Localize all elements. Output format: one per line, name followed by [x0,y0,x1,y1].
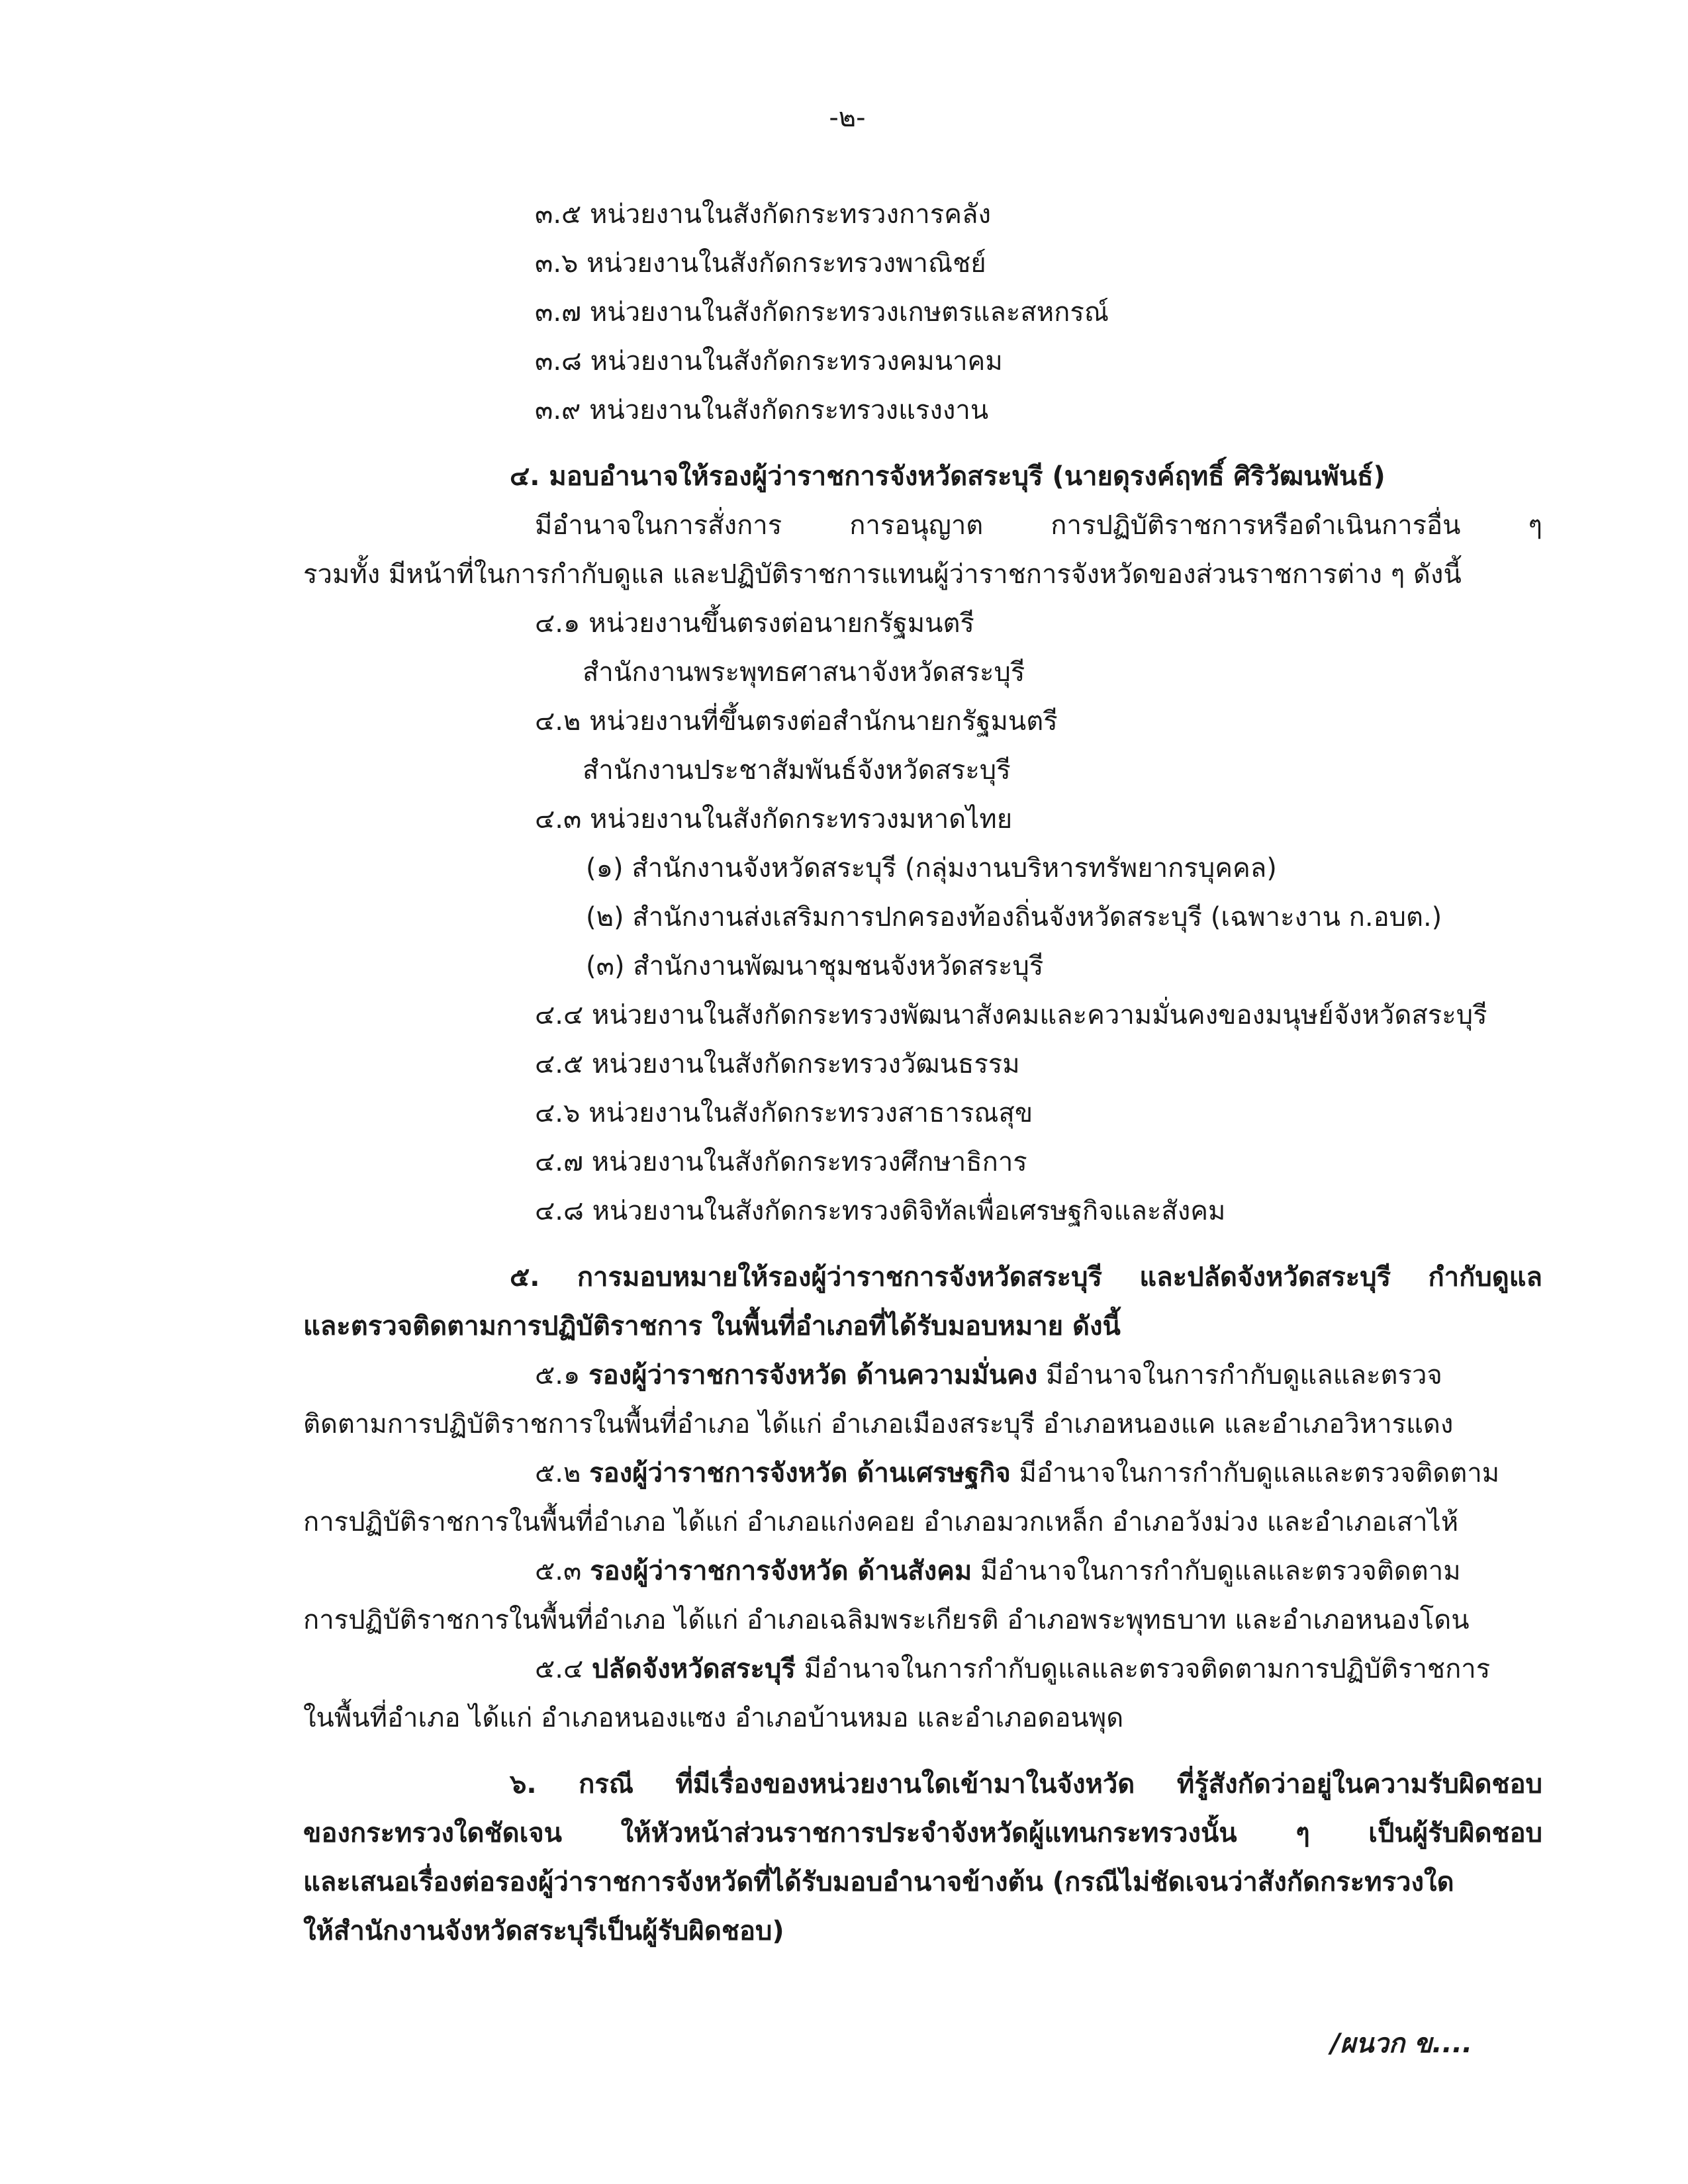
item-4-6: ๔.๖ หน่วยงานในสังกัดกระทรวงสาธารณสุข [535,1098,1033,1128]
item-4-5: ๔.๕ หน่วยงานในสังกัดกระทรวงวัฒนธรรม [535,1049,1020,1079]
item-3-9: ๓.๙ หน่วยงานในสังกัดกระทรวงแรงงาน [535,395,989,426]
item-4-3-sub-3: (๓) สำนักงานพัฒนาชุมชนจังหวัดสระบุรี [586,951,1044,981]
section4-intro-line1: มีอำนาจในการสั่งการ การอนุญาต การปฏิบัติราชการหรือดำเนินการอื่น ๆ [535,510,1542,541]
item-5-2-text: มีอำนาจในการกำกับดูแลและตรวจติดตาม [1019,1458,1500,1488]
item-4-2: ๔.๒ หน่วยงานที่ขึ้นตรงต่อสำนักนายกรัฐมนตรี [535,706,1058,737]
section6-line2: ของกระทรวงใดชัดเจน ให้หัวหน้าส่วนราชการประจำจังหวัดผู้แทนกระทรวงนั้น ๆ เป็นผู้รับผิดชอบ [303,1818,1542,1848]
item-5-3-number: ๕.๓ [535,1556,582,1586]
item-5-2-line2: การปฏิบัติราชการในพื้นที่อำเภอ ได้แก่ อำเภอแก่งคอย อำเภอมวกเหล็ก อำเภอวังม่วง และอำเภอเสาไห้ [303,1507,1459,1537]
item-4-4: ๔.๔ หน่วยงานในสังกัดกระทรวงพัฒนาสังคมและความมั่นคงของมนุษย์จังหวัดสระบุรี [535,1000,1487,1030]
item-3-5: ๓.๕ หน่วยงานในสังกัดกระทรวงการคลัง [535,199,992,230]
item-5-3-text: มีอำนาจในการกำกับดูแลและตรวจติดตาม [980,1556,1461,1586]
item-3-6: ๓.๖ หน่วยงานในสังกัดกระทรวงพาณิชย์ [535,248,986,279]
item-5-1-text: มีอำนาจในการกำกับดูแลและตรวจ [1046,1360,1442,1390]
section6-line3: และเสนอเรื่องต่อรองผู้ว่าราชการจังหวัดที่ได้รับมอบอำนาจข้างต้น (กรณีไม่ชัดเจนว่าสังกัดกระทรวงใด [303,1867,1454,1897]
section6-line1: ๖. กรณี ที่มีเรื่องของหน่วยงานใดเข้ามาในจังหวัด ที่รู้สังกัดว่าอยู่ในความรับผิดชอบ [510,1769,1542,1799]
item-5-4-number: ๕.๔ [535,1654,584,1684]
item-5-2-title: รองผู้ว่าราชการจังหวัด ด้านเศรษฐกิจ [589,1458,1011,1488]
item-4-3-sub-2: (๒) สำนักงานส่งเสริมการปกครองท้องถิ่นจังหวัดสระบุรี (เฉพาะงาน ก.อบต.) [586,902,1442,933]
item-5-3-title: รองผู้ว่าราชการจังหวัด ด้านสังคม [590,1556,972,1586]
item-5-1-title: รองผู้ว่าราชการจังหวัด ด้านความมั่นคง [588,1360,1038,1390]
section4-heading: ๔. มอบอำนาจให้รองผู้ว่าราชการจังหวัดสระบุรี (นายดุรงค์ฤทธิ์ ศิริวัฒนพันธ์) [510,461,1385,492]
item-5-1-line2: ติดตามการปฏิบัติราชการในพื้นที่อำเภอ ได้แก่ อำเภอเมืองสระบุรี อำเภอหนองแค และอำเภอวิหารแดง [303,1409,1454,1439]
item-5-4-line2: ในพื้นที่อำเภอ ได้แก่ อำเภอหนองแซง อำเภอบ้านหมอ และอำเภอดอนพุด [303,1703,1124,1733]
item-4-1-sub: สำนักงานพระพุทธศาสนาจังหวัดสระบุรี [583,657,1025,688]
page-number: -๒- [829,103,866,133]
item-5-4 [535,1651,1490,1688]
item-3-8: ๓.๘ หน่วยงานในสังกัดกระทรวงคมนาคม [535,346,1003,377]
item-4-8: ๔.๘ หน่วยงานในสังกัดกระทรวงดิจิทัลเพื่อเศรษฐกิจและสังคม [535,1196,1226,1226]
item-4-1: ๔.๑ หน่วยงานขึ้นตรงต่อนายกรัฐมนตรี [535,608,974,639]
continuation-note: /ผนวก ข.... [1331,2028,1473,2059]
item-5-4-text: มีอำนาจในการกำกับดูแลและตรวจติดตามการปฏิบัติราชการ [804,1654,1491,1684]
item-4-3-sub-1: (๑) สำนักงานจังหวัดสระบุรี (กลุ่มงานบริหารทรัพยากรบุคคล) [586,853,1277,884]
item-5-2-number: ๕.๒ [535,1458,581,1488]
item-5-1 [535,1357,1442,1394]
item-3-7: ๓.๗ หน่วยงานในสังกัดกระทรวงเกษตรและสหกรณ์ [535,297,1109,328]
item-5-4-title: ปลัดจังหวัดสระบุรี [591,1654,796,1684]
item-5-3 [535,1553,1461,1590]
item-5-3-line2: การปฏิบัติราชการในพื้นที่อำเภอ ได้แก่ อำเภอเฉลิมพระเกียรติ อำเภอพระพุทธบาท และอำเภอหนองโดน [303,1605,1470,1635]
item-5-2 [535,1455,1499,1492]
section5-heading-line2: และตรวจติดตามการปฏิบัติราชการ ในพื้นที่อำเภอที่ได้รับมอบหมาย ดังนี้ [303,1311,1121,1342]
item-4-7: ๔.๗ หน่วยงานในสังกัดกระทรวงศึกษาธิการ [535,1147,1027,1177]
item-4-3: ๔.๓ หน่วยงานในสังกัดกระทรวงมหาดไทย [535,804,1013,835]
section4-intro-line2: รวมทั้ง มีหน้าที่ในการกำกับดูแล และปฏิบัติราชการแทนผู้ว่าราชการจังหวัดของส่วนราชการต่าง ๆ ดังนี้ [303,559,1462,590]
item-4-2-sub: สำนักงานประชาสัมพันธ์จังหวัดสระบุรี [583,755,1011,786]
item-5-1-number: ๕.๑ [535,1360,581,1390]
section5-heading-line1: ๕. การมอบหมายให้รองผู้ว่าราชการจังหวัดสระบุรี และปลัดจังหวัดสระบุรี กำกับดูแล [510,1262,1542,1293]
section6-line4: ให้สำนักงานจังหวัดสระบุรีเป็นผู้รับผิดชอบ) [303,1916,784,1946]
